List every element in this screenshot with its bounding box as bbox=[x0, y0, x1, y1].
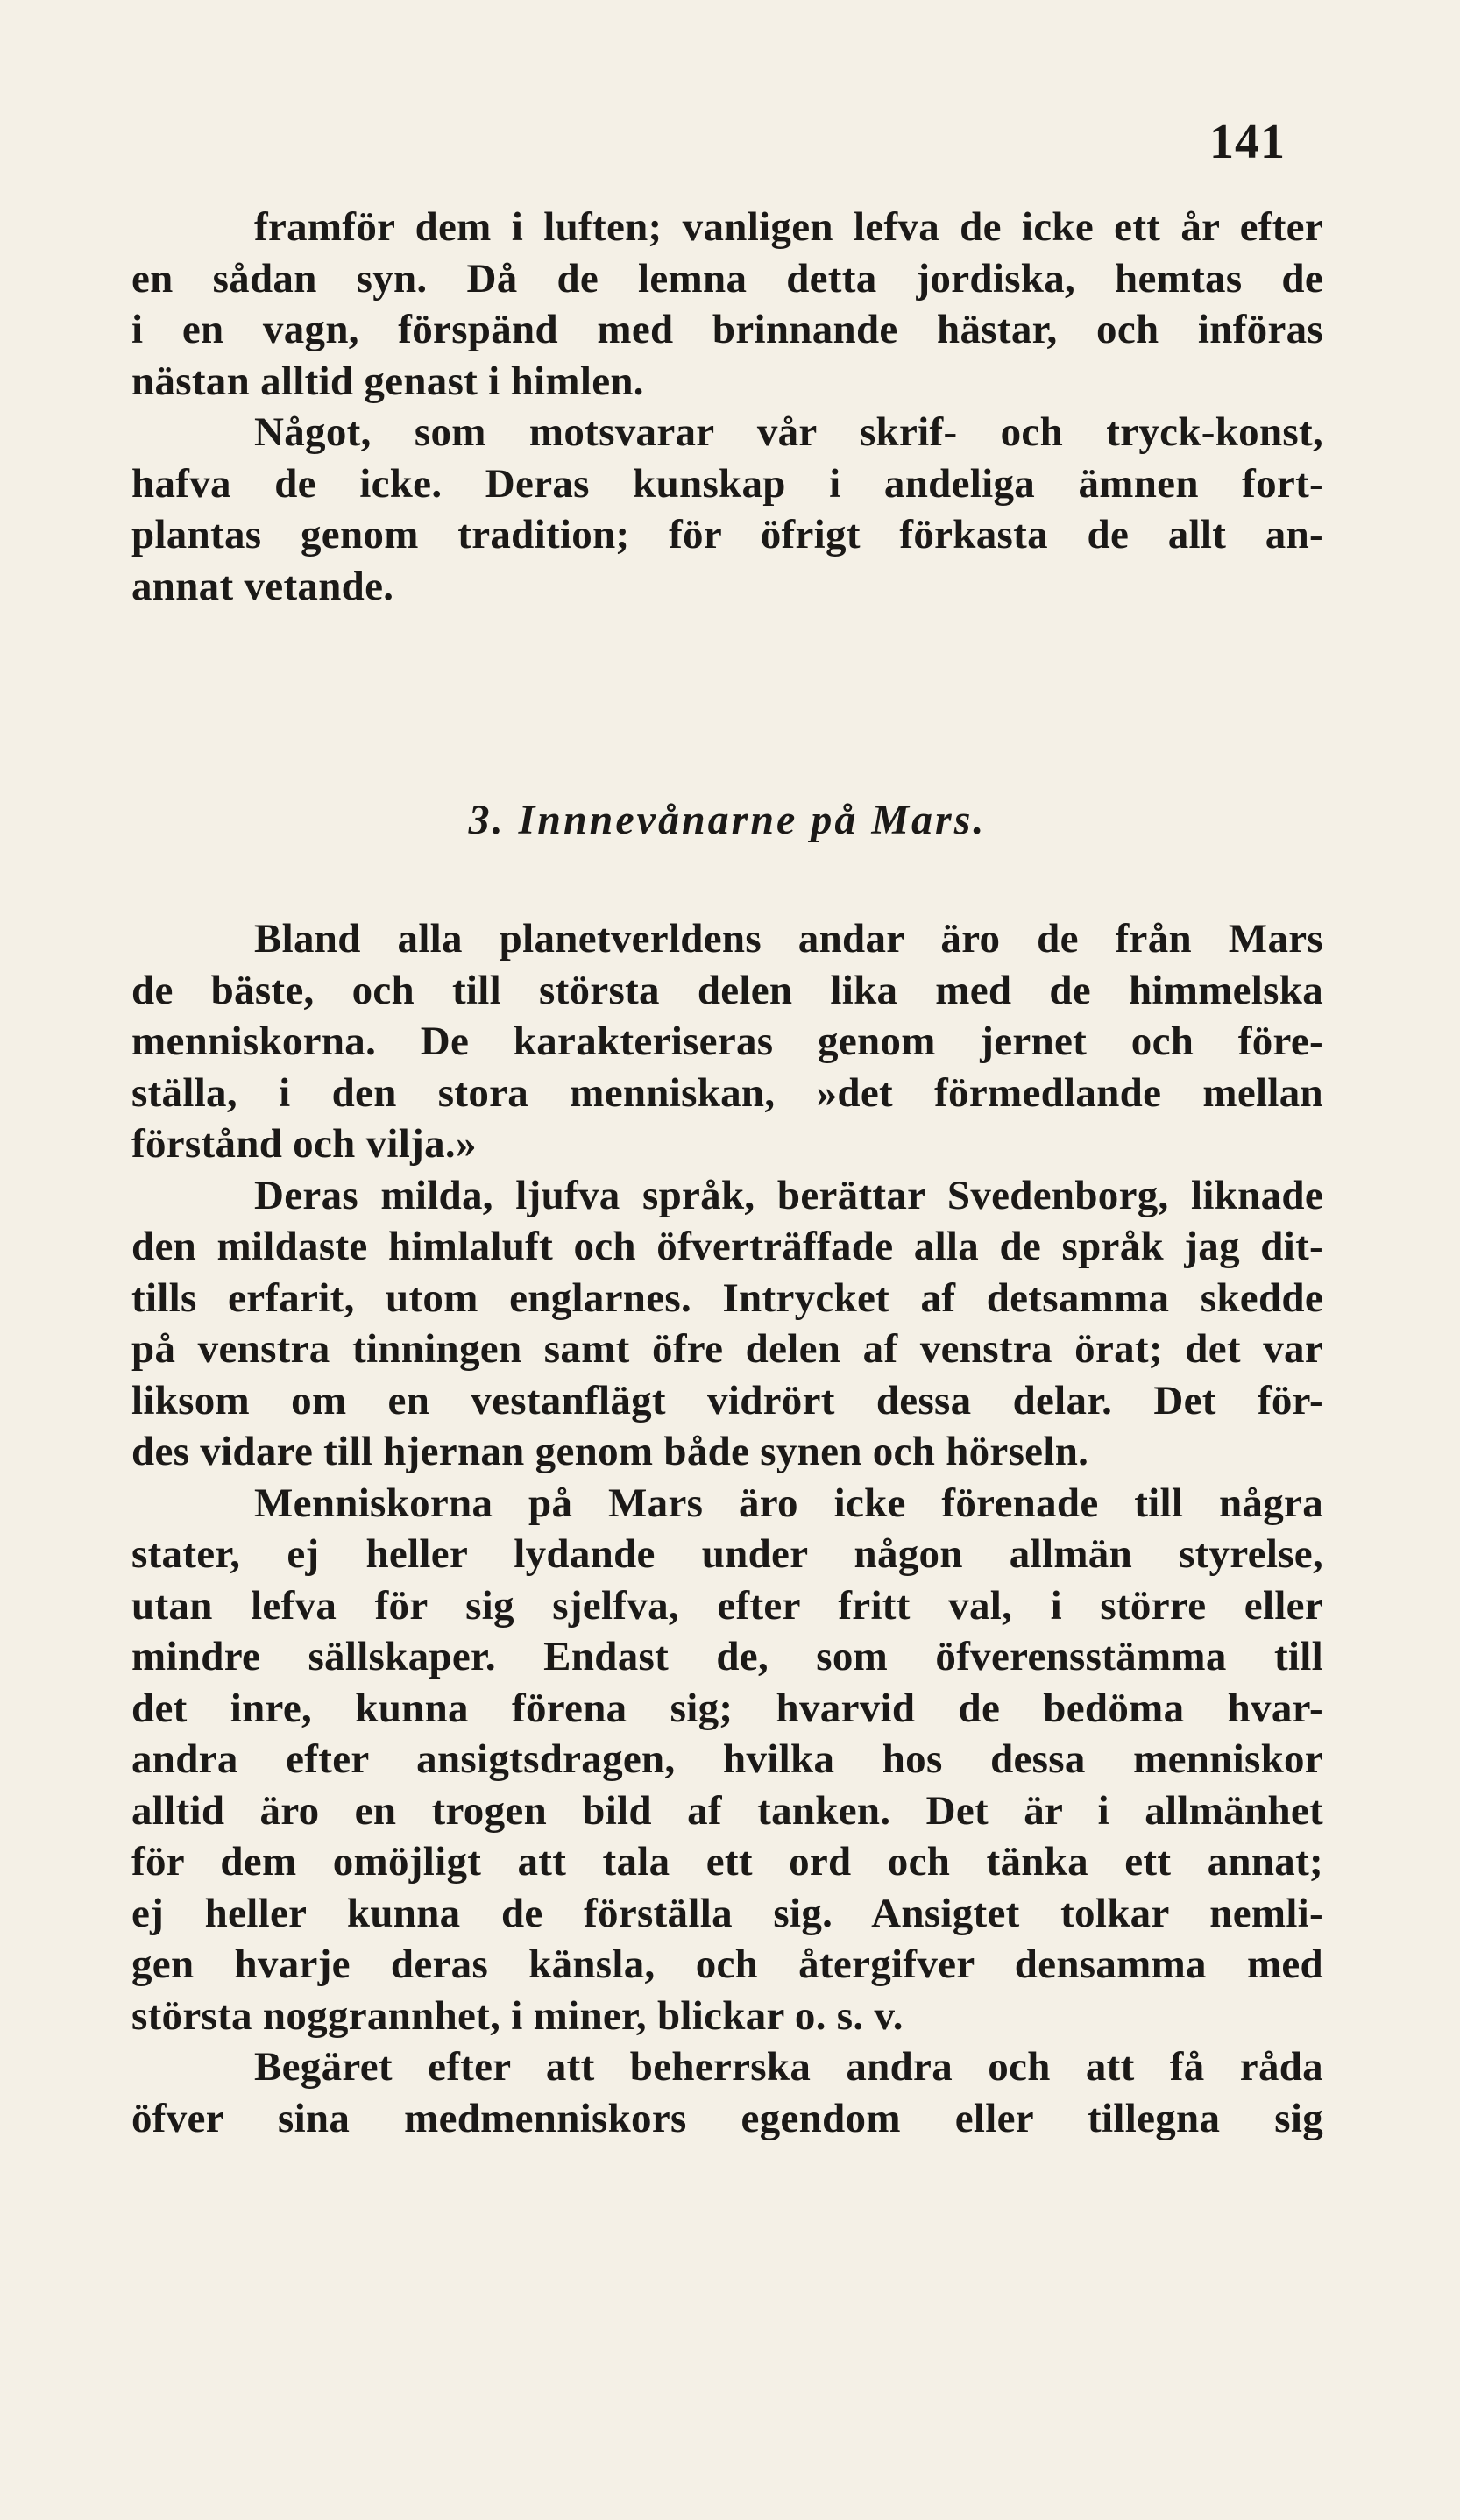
text-line: nästan alltid genast i himlen. bbox=[131, 358, 644, 404]
text-line: gen hvarje deras känsla, och återgifver densamma med bbox=[131, 1941, 1323, 1987]
text-line: den mildaste himlaluft och öfverträffade alla de språk jag dit- bbox=[131, 1224, 1323, 1269]
text-section-top bbox=[131, 202, 1323, 612]
text-line: utan lefva för sig sjelfva, efter fritt val, i större eller bbox=[131, 1582, 1323, 1629]
paragraph bbox=[131, 1170, 1323, 1478]
text-line: på venstra tinningen samt öfre delen af venstra örat; det var bbox=[131, 1326, 1323, 1372]
text-line: Begäret efter att beherrska andra och att få råda bbox=[254, 2044, 1323, 2090]
paragraph bbox=[131, 407, 1323, 612]
text-line: för dem omöjligt att tala ett ord och tänka ett annat; bbox=[131, 1839, 1323, 1885]
text-line: en sådan syn. Då de lemna detta jordiska, hemtas de bbox=[131, 255, 1323, 302]
text-line: des vidare till hjernan genom både synen och hörseln. bbox=[131, 1429, 1089, 1474]
text-line: Bland alla planetverldens andar äro de från Mars bbox=[254, 916, 1323, 962]
text-line: tills erfarit, utom englarnes. Intrycket af detsamma skedde bbox=[131, 1274, 1323, 1321]
text-section-bottom bbox=[131, 913, 1323, 2144]
text-line: menniskorna. De karakteriseras genom jernet och före- bbox=[131, 1019, 1323, 1064]
paragraph bbox=[131, 1478, 1323, 2042]
text-line: det inre, kunna förena sig; hvarvid de bedöma hvar- bbox=[131, 1685, 1323, 1731]
paragraph bbox=[131, 913, 1323, 1170]
text-line: alltid äro en trogen bild af tanken. Det är i allmänhet bbox=[131, 1787, 1323, 1834]
text-line: Något, som motsvarar vår skrif- och tryck-konst, bbox=[254, 409, 1323, 455]
section-heading: 3. Innnevånarne på Mars. bbox=[468, 797, 987, 843]
paragraph bbox=[131, 2041, 1323, 2144]
text-line: ej heller kunna de förställa sig. Ansigtet tolkar nemli- bbox=[131, 1890, 1323, 1936]
text-line: öfver sina medmenniskors egendom eller tillegna sig bbox=[131, 2095, 1323, 2141]
text-line: mindre sällskaper. Endast de, som öfverensstämma till bbox=[131, 1634, 1323, 1679]
text-line: största noggrannhet, i miner, blickar o. s. v. bbox=[131, 1992, 904, 2039]
text-line: stater, ej heller lydande under någon allmän styrelse, bbox=[131, 1531, 1323, 1577]
page-number: 141 bbox=[1209, 115, 1286, 169]
text-line: plantas genom tradition; för öfrigt förkasta de allt an- bbox=[131, 512, 1323, 557]
paragraph bbox=[131, 202, 1323, 407]
text-line: Menniskorna på Mars äro icke förenade till några bbox=[254, 1480, 1323, 1526]
text-line: liksom om en vestanflägt vidrört dessa delar. Det för- bbox=[131, 1377, 1323, 1423]
text-line: Deras milda, ljufva språk, berättar Svedenborg, liknade bbox=[254, 1172, 1323, 1218]
text-line: förstånd och vilja.» bbox=[131, 1121, 477, 1167]
text-line: i en vagn, förspänd med brinnande hästar, och införas bbox=[131, 307, 1323, 352]
text-line: framför dem i luften; vanligen lefva de icke ett år efter bbox=[254, 204, 1323, 250]
text-line: de bäste, och till största delen lika med de himmelska bbox=[131, 967, 1323, 1013]
text-line: andra efter ansigtsdragen, hvilka hos dessa menniskor bbox=[131, 1736, 1323, 1782]
text-line: annat vetande. bbox=[131, 563, 394, 609]
text-line: ställa, i den stora menniskan, »det förmedlande mellan bbox=[131, 1069, 1323, 1116]
text-line: hafva de icke. Deras kunskap i andeliga ämnen fort- bbox=[131, 460, 1323, 507]
